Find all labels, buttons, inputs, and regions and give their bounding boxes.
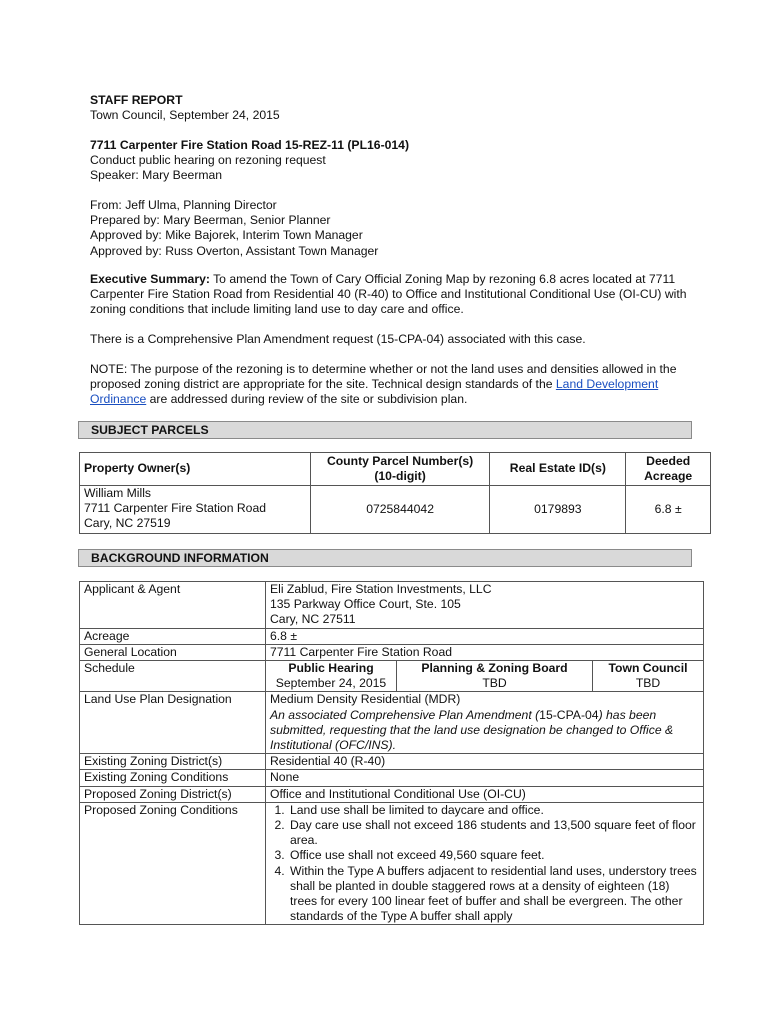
subject-parcels-heading: SUBJECT PARCELS xyxy=(78,421,692,439)
landuse-note-a: An associated Comprehensive Plan Amendment ( xyxy=(270,707,540,722)
applicant-city: Cary, NC 27511 xyxy=(270,612,356,627)
applicant-value xyxy=(266,582,704,629)
col-real-estate-id: Real Estate ID(s) xyxy=(490,453,626,486)
owner-street: 7711 Carpenter Fire Station Road xyxy=(84,501,267,516)
col-property-owner: Property Owner(s) xyxy=(80,453,311,486)
note-text-before: NOTE: The purpose of the rezoning is to determine whether or not the land uses and densities allowed in the proposed zoning district are appropriate for the site. Technical design standards of the xyxy=(90,362,677,392)
subject-parcels-table xyxy=(79,452,711,534)
row-label: Acreage xyxy=(80,628,266,644)
table-row xyxy=(80,582,704,629)
owner-city: Cary, NC 27519 xyxy=(84,516,171,531)
acreage-value: 6.8 ± xyxy=(266,628,704,644)
executive-summary xyxy=(90,272,695,318)
table-row xyxy=(80,486,711,534)
landuse-note xyxy=(270,708,699,754)
list-item: 1. Land use shall be limited to daycare and office. xyxy=(288,803,699,818)
staff-approved-1: Approved by: Mike Bajorek, Interim Town Manager xyxy=(90,228,363,243)
table-row xyxy=(80,692,704,754)
purpose-note xyxy=(90,362,695,408)
land-development-ordinance-link[interactable]: Land Development Ordinance xyxy=(90,377,659,407)
schedule-pz-board-label: Planning & Zoning Board xyxy=(397,661,593,676)
proposed-conditions-value xyxy=(266,802,704,925)
note-text-after: are addressed during review of the site or subdivision plan. xyxy=(146,392,468,407)
case-speaker: Speaker: Mary Beerman xyxy=(90,168,223,183)
landuse-note-case: 15-CPA-04 xyxy=(539,707,599,722)
table-header-row xyxy=(80,453,711,486)
case-action: Conduct public hearing on rezoning request xyxy=(90,153,326,168)
col-deeded-acreage: Deeded Acreage xyxy=(626,453,711,486)
acreage-cell: 6.8 ± xyxy=(626,486,711,534)
case-title: 7711 Carpenter Fire Station Road 15-REZ-11 (PL16-014) xyxy=(90,138,410,152)
table-row xyxy=(80,802,704,925)
purpose-note-text xyxy=(90,362,695,408)
row-label: Proposed Zoning Conditions xyxy=(80,802,266,925)
conditions-list xyxy=(270,803,699,925)
landuse-designation: Medium Density Residential (MDR) xyxy=(270,692,461,707)
table-row xyxy=(80,661,704,692)
table-row xyxy=(80,770,704,786)
summary-label: Executive Summary: xyxy=(90,272,210,286)
report-subtitle: Town Council, September 24, 2015 xyxy=(90,108,280,123)
staff-approved-2: Approved by: Russ Overton, Assistant Town Manager xyxy=(90,243,379,258)
proposed-zoning-value: Office and Institutional Conditional Use (OI-CU) xyxy=(266,786,704,802)
schedule-public-hearing-date: September 24, 2015 xyxy=(266,676,397,691)
report-title: STAFF REPORT xyxy=(90,93,183,107)
table-row xyxy=(80,628,704,644)
table-row xyxy=(80,644,704,660)
schedule-table xyxy=(266,661,703,691)
table-row xyxy=(80,754,704,770)
background-information-table xyxy=(79,581,704,925)
row-label: General Location xyxy=(80,644,266,660)
cpa-note-text: There is a Comprehensive Plan Amendment request (15-CPA-04) associated with this case. xyxy=(90,332,586,346)
background-information-heading: BACKGROUND INFORMATION xyxy=(78,549,692,567)
schedule-town-council-date: TBD xyxy=(635,676,661,691)
table-row xyxy=(80,786,704,802)
landuse-note-c: ) has been submitted, requesting that the land use designation be changed to Office & Institutional (OFC/INS). xyxy=(270,707,674,753)
owner-name: William Mills xyxy=(84,486,152,500)
case-header xyxy=(90,138,695,184)
report-header xyxy=(90,93,695,123)
applicant-street: 135 Parkway Office Court, Ste. 105 xyxy=(270,597,461,612)
row-label: Applicant & Agent xyxy=(80,582,266,629)
staff-list xyxy=(90,198,695,259)
row-label: Existing Zoning District(s) xyxy=(80,754,266,770)
schedule-cell xyxy=(266,661,704,692)
row-label: Existing Zoning Conditions xyxy=(80,770,266,786)
list-item: 4. Within the Type A buffers adjacent to residential land uses, understory trees shall be planted in double staggered rows at a density of eighteen (18) trees for every 100 linear feet of buffer and shall be evergreen. The other standards of the Type A buffer shall apply xyxy=(288,864,699,925)
owner-cell xyxy=(80,486,311,534)
summary-text: To amend the Town of Cary Official Zoning Map by rezoning 6.8 acres located at 7711 Carpenter Fire Station Road from Residential 40 (R-40) to Office and Institutional Conditional Use (OI-CU) with zoning conditions that include limiting land use to day care and office. xyxy=(90,272,687,317)
schedule-public-hearing-label: Public Hearing xyxy=(266,661,397,676)
staff-prepared: Prepared by: Mary Beerman, Senior Planner xyxy=(90,213,331,228)
applicant-name: Eli Zablud, Fire Station Investments, LLC xyxy=(270,582,492,596)
row-label: Proposed Zoning District(s) xyxy=(80,786,266,802)
summary-paragraph xyxy=(90,272,695,318)
row-label: Land Use Plan Designation xyxy=(80,692,266,754)
col-parcel-number: County Parcel Number(s) (10-digit) xyxy=(310,453,490,486)
existing-zoning-value: Residential 40 (R-40) xyxy=(266,754,704,770)
list-item: 3. Office use shall not exceed 49,560 square feet. xyxy=(288,848,699,863)
list-item: 2. Day care use shall not exceed 186 students and 13,500 square feet of floor area. xyxy=(288,818,699,848)
parcel-number-cell: 0725844042 xyxy=(310,486,490,534)
existing-conditions-value: None xyxy=(266,770,704,786)
row-label: Schedule xyxy=(80,661,266,692)
location-value: 7711 Carpenter Fire Station Road xyxy=(266,644,704,660)
schedule-pz-board-date: TBD xyxy=(397,676,593,691)
staff-from: From: Jeff Ulma, Planning Director xyxy=(90,198,277,212)
schedule-town-council-label: Town Council xyxy=(608,661,688,676)
cpa-note xyxy=(90,332,695,347)
landuse-value xyxy=(266,692,704,754)
real-estate-id-cell: 0179893 xyxy=(490,486,626,534)
